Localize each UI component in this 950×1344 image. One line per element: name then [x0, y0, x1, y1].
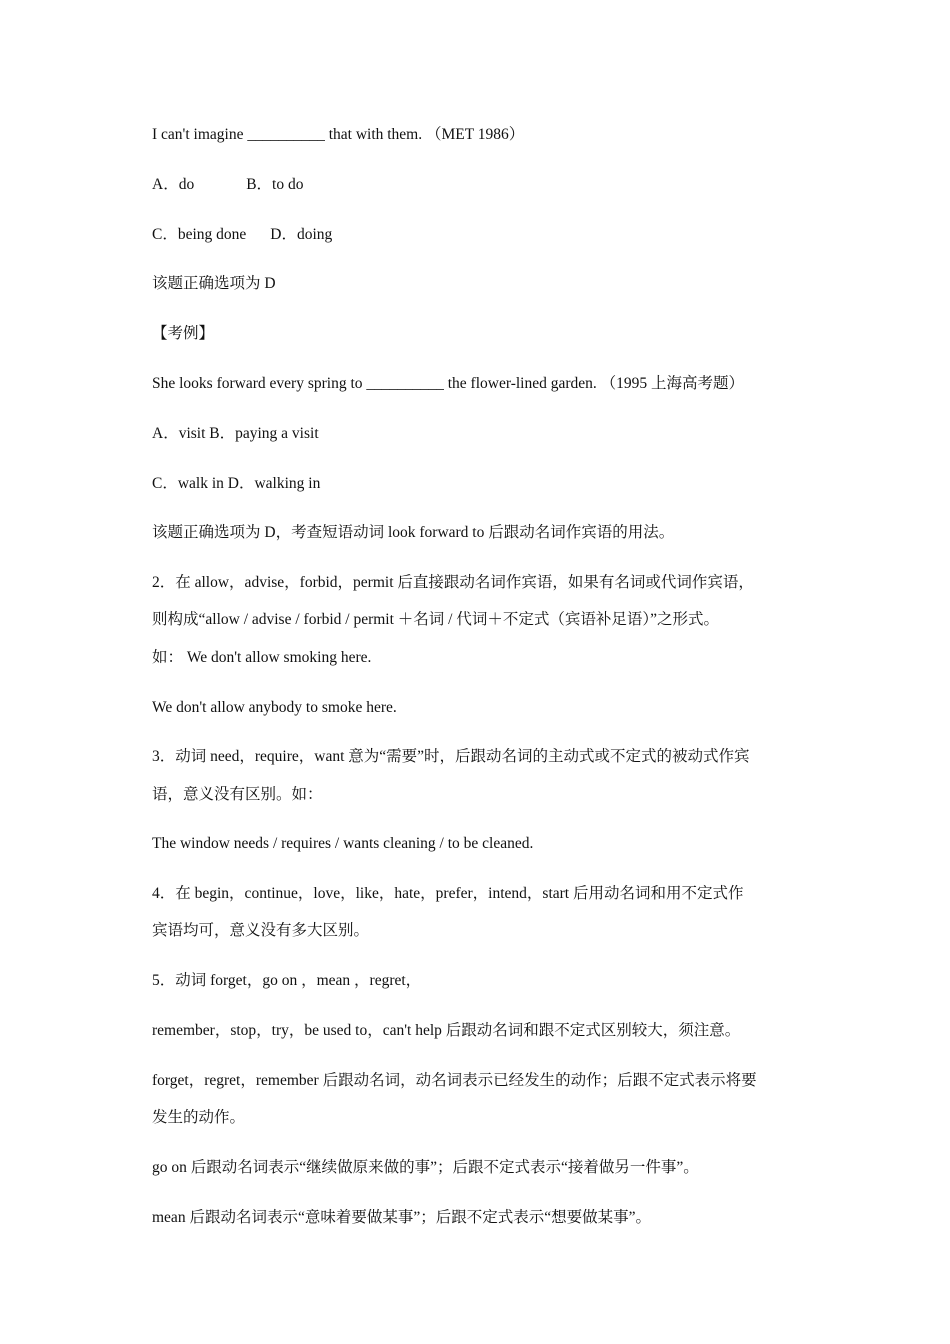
example-heading: 【考例】	[152, 325, 215, 342]
question-1-stem: I can't imagine __________ that with them. （MET 1986）	[152, 126, 525, 143]
question-2-options-cd: C．walk in D．walking in	[152, 475, 321, 492]
rule-2-line-1: 2．在 allow，advise，forbid，permit 后直接跟动名词作宾语，如果有名词或代词作宾语，	[152, 574, 754, 591]
rule-3-line-1: 3．动词 need，require，want 意为“需要”时，后跟动名词的主动式或不定式的被动式作宾	[152, 748, 750, 765]
question-2-options-ab: A．visit B．paying a visit	[152, 425, 319, 442]
question-2-stem: She looks forward every spring to __________ the flower-lined garden. （1995 上海高考题）	[152, 375, 745, 392]
question-1-options-ab	[152, 175, 303, 195]
rule-5-line-2: remember，stop，try，be used to，can't help 后跟动名词和跟不定式区别较大，须注意。	[152, 1022, 741, 1039]
rule-5-forget-line-2: 发生的动作。	[152, 1109, 246, 1126]
question-1-answer: 该题正确选项为 D	[152, 275, 276, 292]
rule-4-line-1: 4．在 begin，continue，love，like，hate，prefer，intend，start 后用动名词和用不定式作	[152, 885, 744, 902]
rule-5-forget-line-1: forget，regret，remember 后跟动名词，动名词表示已经发生的动作；后跟不定式表示将要	[152, 1072, 757, 1089]
option-a: A．do	[152, 176, 195, 193]
rule-3-example: The window needs / requires / wants cleaning / to be cleaned.	[152, 835, 534, 852]
question-2-answer: 该题正确选项为 D，考查短语动词 look forward to 后跟动名词作宾语的用法。	[152, 524, 675, 541]
option-b: B．to do	[246, 176, 304, 193]
rule-5-go-on: go on 后跟动名词表示“继续做原来做的事”；后跟不定式表示“接着做另一件事”。	[152, 1159, 699, 1176]
rule-5-mean: mean 后跟动名词表示“意味着要做某事”；后跟不定式表示“想要做某事”。	[152, 1209, 651, 1226]
rule-2-line-3: 如： We don't allow smoking here.	[152, 649, 372, 666]
rule-2-line-2: 则构成“allow / advise / forbid / permit ＋名词 / 代词＋不定式（宾语补足语）”之形式。	[152, 611, 719, 628]
rule-3-line-2: 语，意义没有区别。如：	[152, 786, 323, 803]
option-d: D．doing	[270, 226, 333, 243]
question-1-options-cd	[152, 225, 332, 245]
option-c: C．being done	[152, 226, 247, 243]
rule-5-line-1: 5．动词 forget，go on ，mean ，regret，	[152, 972, 422, 989]
rule-2-example: We don't allow anybody to smoke here.	[152, 699, 397, 716]
rule-4-line-2: 宾语均可，意义没有多大区别。	[152, 922, 370, 939]
